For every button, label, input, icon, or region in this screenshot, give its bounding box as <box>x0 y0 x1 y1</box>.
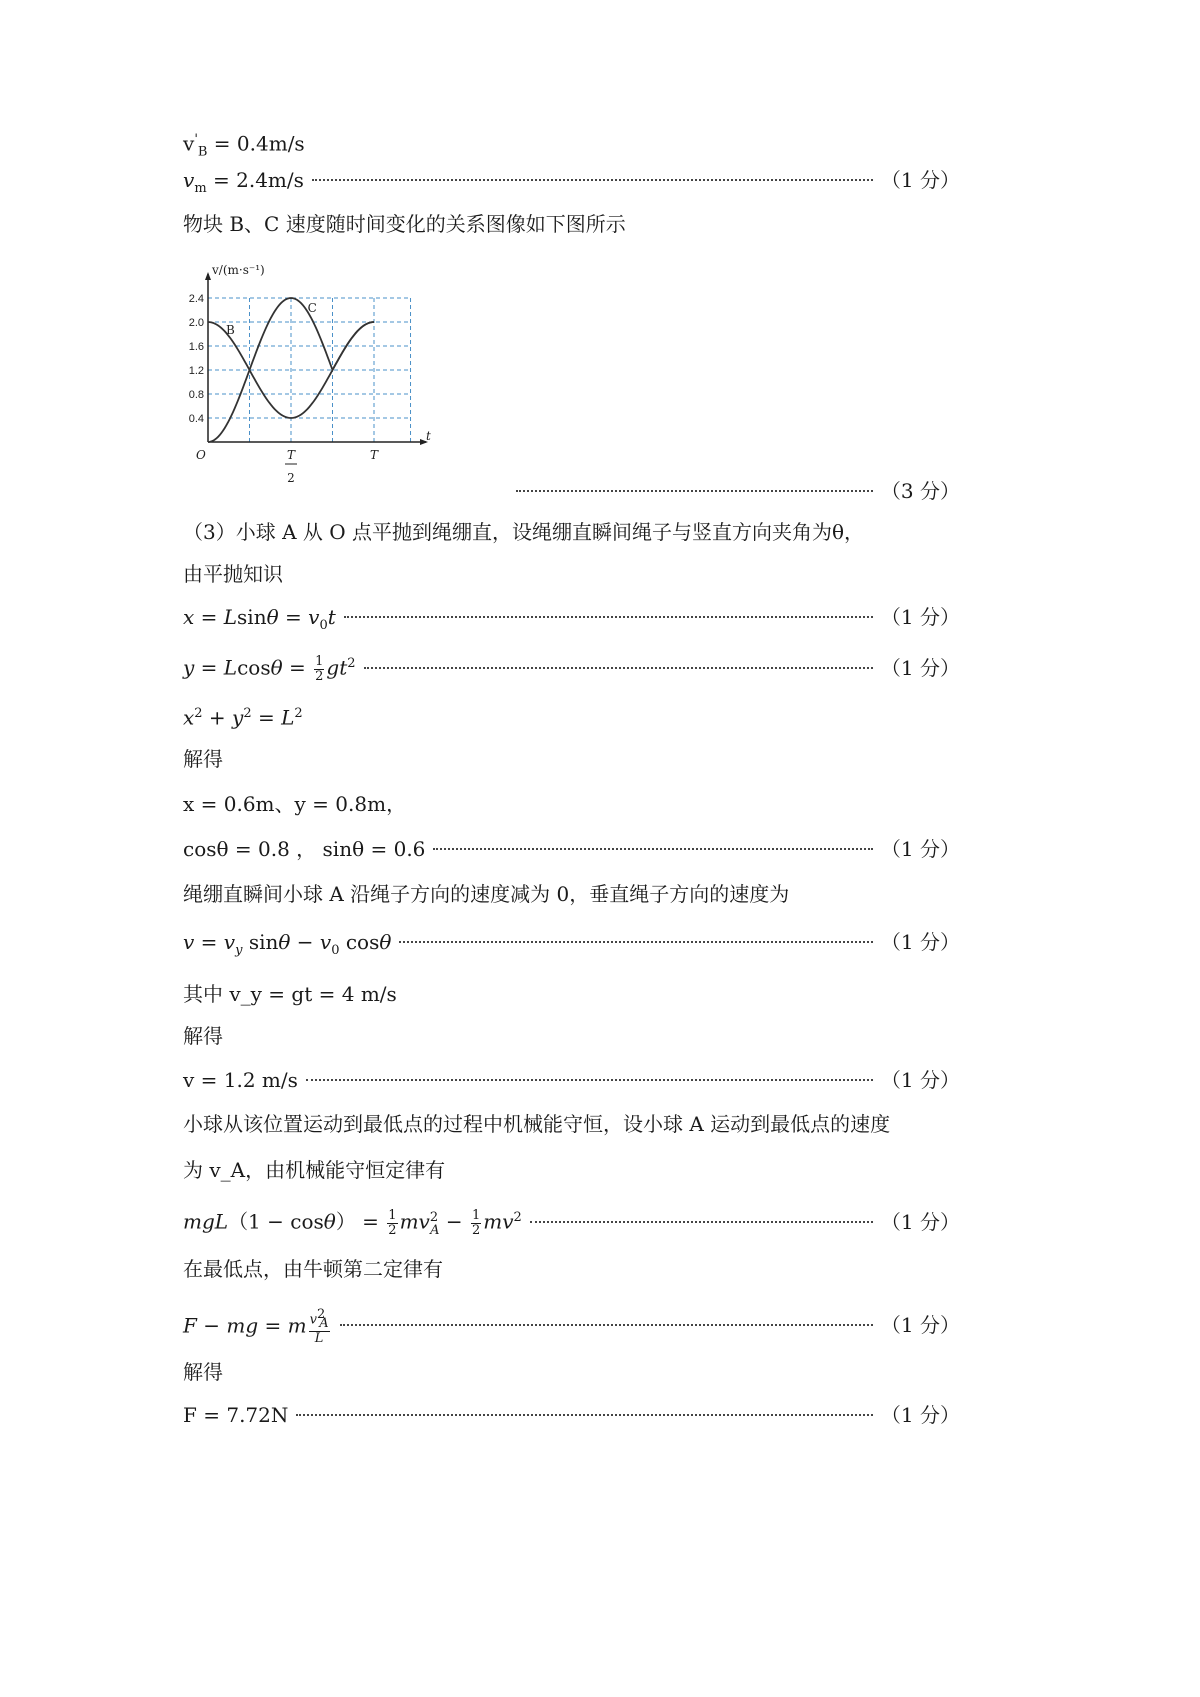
y-tick-label: 0.4 <box>188 413 204 425</box>
text-energy-1 <box>183 1110 960 1138</box>
y-tick-label: 0.8 <box>188 389 204 401</box>
text-solve-2 <box>183 1022 960 1050</box>
paragraph-text: 绳绷直瞬间小球 A 沿绳子方向的速度减为 0，垂直绳子方向的速度为 <box>183 882 790 906</box>
paragraph-text: 为 v_A，由机械能守恒定律有 <box>183 1158 446 1182</box>
paragraph-text: （3）小球 A 从 O 点平抛到绳绷直，设绳绷直瞬间绳子与竖直方向夹角为θ， <box>183 520 865 544</box>
leader-dots <box>516 490 873 492</box>
chart-labels <box>196 263 431 485</box>
score-label: （1 分） <box>880 605 960 629</box>
paragraph-text: 解得 <box>183 747 223 771</box>
score-label: （1 分） <box>880 930 960 954</box>
result-F <box>183 1401 960 1429</box>
equation-v: $v = v_y$ $\sin\theta - v_0$ cosθ （1 分） <box>183 930 960 958</box>
paragraph-text: x = 0.6m、y = 0.8m， <box>183 792 407 816</box>
velocity-time-chart <box>188 263 450 502</box>
score-label: （1 分） <box>880 1068 960 1092</box>
leader-dots <box>399 941 872 943</box>
leader-dots <box>530 1221 873 1223</box>
paragraph-text: F = 7.72N <box>183 1403 289 1427</box>
equation-energy: mgL（1 − cosθ） = $\frac{1}{2}$ $mv^2_A$ − $\frac{1}{2}$ $mv^2$ （1 分） <box>183 1207 960 1238</box>
paragraph-text: 小球从该位置运动到最低点的过程中机械能守恒，设小球 A 运动到最低点的速度 <box>183 1112 891 1136</box>
text-solve-1 <box>183 745 960 773</box>
leader-dots <box>344 616 873 618</box>
score-label: （1 分） <box>880 1403 960 1427</box>
y-tick-label: 2.0 <box>188 317 204 329</box>
equation-y: y = Lcosθ = $\frac{1}{2}$ $gt^2$ （1 分） <box>183 653 960 684</box>
equation-pythagoras: $x^2 + y^2 = L^2$ <box>183 705 303 730</box>
score-label: （1 分） <box>880 1209 960 1234</box>
text-part-3 <box>183 518 960 546</box>
score-label: （1 分） <box>880 837 960 861</box>
paragraph-text: 其中 v_y = gt = 4 m/s <box>183 982 397 1006</box>
leader-dots <box>312 179 873 181</box>
paragraph-text: 在最低点，由牛顿第二定律有 <box>183 1257 443 1281</box>
chart-grid <box>208 298 411 442</box>
text-energy-2 <box>183 1156 960 1184</box>
paragraph-text: 物块 B、C 速度随时间变化的关系图像如下图所示 <box>183 212 626 236</box>
series-B-label: B <box>226 323 235 337</box>
leader-dots <box>433 848 873 850</box>
paragraph-text: 解得 <box>183 1024 223 1048</box>
text-newton <box>183 1255 960 1283</box>
result-v <box>183 1066 960 1094</box>
text-rope-tight <box>183 880 960 908</box>
equation-x: $x = Lsin\theta = v_0t$ （1 分） <box>183 605 960 633</box>
y-tick-label: 1.6 <box>188 341 204 353</box>
result-trig <box>183 835 960 863</box>
series-C-label: C <box>307 301 317 315</box>
text-solve-3 <box>183 1358 960 1386</box>
y-axis-arrow <box>205 272 211 280</box>
leader-dots <box>306 1079 873 1081</box>
y-axis-label: v/(m·s⁻¹) <box>212 263 265 277</box>
y-tick-label: 2.4 <box>188 293 204 305</box>
paragraph-text: v = 1.2 m/s <box>183 1068 298 1092</box>
paragraph-text: 解得 <box>183 1360 223 1384</box>
chart-score-line <box>508 477 960 505</box>
score-label: （1 分） <box>880 168 960 192</box>
score-label: （1 分） <box>880 655 960 680</box>
result-xy <box>183 790 960 818</box>
x-tick-label-half-numerator: T <box>286 448 296 462</box>
x-tick-label-half-denominator: 2 <box>287 471 295 485</box>
y-tick-label: 1.2 <box>188 365 204 377</box>
chart-ticks <box>189 293 204 425</box>
leader-dots <box>364 667 873 669</box>
x-tick-label-T: T <box>369 448 379 462</box>
text-chart-intro <box>183 210 960 238</box>
score-label: （1 分） <box>880 1313 960 1338</box>
x-axis-label: t <box>426 429 431 443</box>
score-label: （3 分） <box>880 479 960 503</box>
paragraph-text: cosθ = 0.8 ， sinθ = 0.6 <box>183 837 426 861</box>
text-projectile <box>183 560 960 588</box>
equation-newton: F − mg = m $\frac{v^2_A}{L}$ （1 分） <box>183 1307 960 1346</box>
text-vy <box>183 980 960 1008</box>
origin-label: O <box>196 448 206 462</box>
equation-vm: $v_m = 2.4m/s$ （1 分） <box>183 168 960 196</box>
paragraph-text: 由平抛知识 <box>183 562 283 586</box>
leader-dots <box>340 1324 873 1326</box>
leader-dots <box>296 1414 873 1416</box>
equation-vb-prime: $v'_B = 0.4m/s$ <box>183 131 305 160</box>
